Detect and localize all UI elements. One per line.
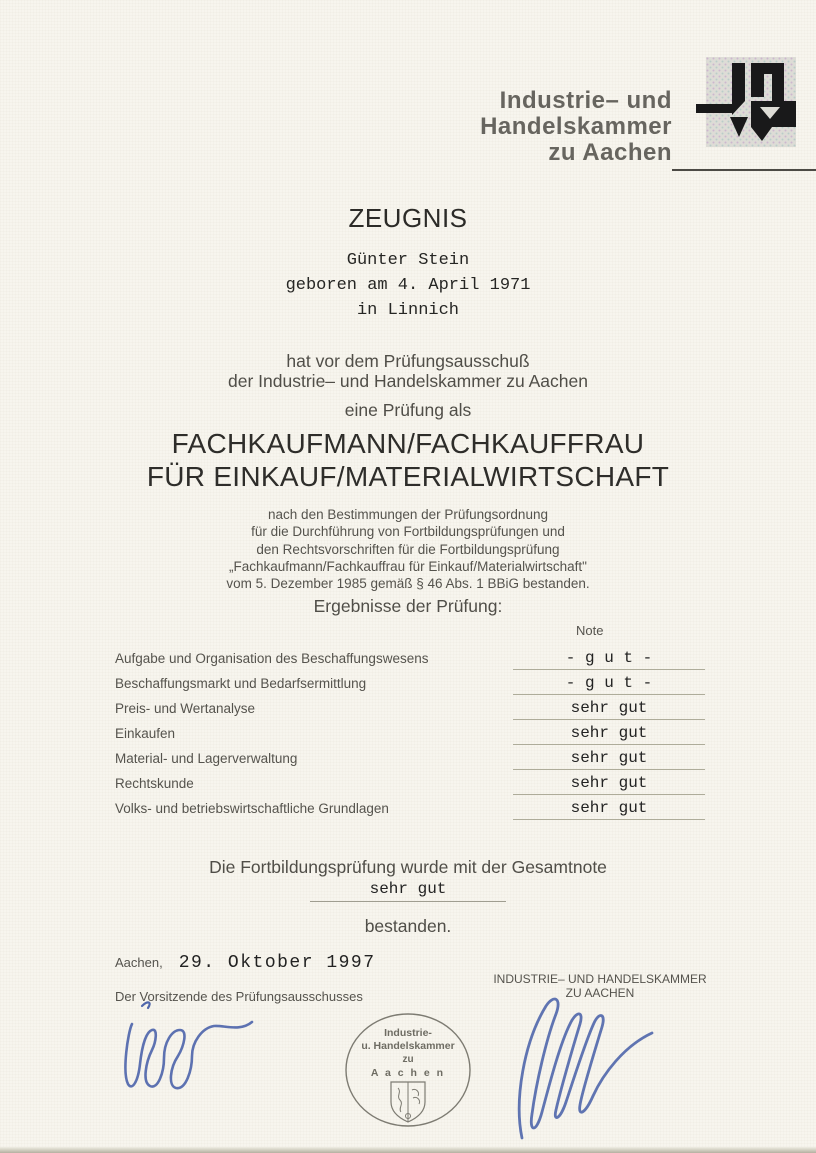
person-birthplace: in Linnich (356, 301, 460, 320)
subject-label: Einkaufen (115, 726, 176, 741)
seal-line1: Industrie- (384, 1027, 432, 1039)
table-row (115, 645, 705, 670)
table-row (115, 695, 705, 720)
legal-line5: vom 5. Dezember 1985 gemäß § 46 Abs. 1 BBiG bestanden. (226, 576, 590, 592)
grade-value: sehr gut (513, 699, 705, 720)
legal-paragraph (0, 506, 816, 592)
qualification-line2: FÜR EINKAUF/MATERIALWIRTSCHAFT (146, 461, 670, 492)
person-name: Günter Stein (346, 251, 470, 270)
summary-line1: Die Fortbildungsprüfung wurde mit der Gesamtnote (209, 857, 607, 877)
person-block (0, 248, 816, 323)
overall-grade-line (0, 880, 816, 902)
overall-grade-value: sehr gut (310, 880, 506, 902)
document-title: ZEUGNIS (348, 203, 468, 233)
subject-label: Volks- und betriebswirtschaftliche Grundlagen (115, 801, 389, 816)
header-rule (672, 169, 816, 171)
intro-line2: der Industrie– und Handelskammer zu Aachen (228, 371, 588, 391)
subject-label: Rechtskunde (115, 776, 194, 791)
results-table (115, 645, 705, 820)
table-row (115, 670, 705, 695)
seal-line3: zu (402, 1054, 414, 1065)
date-value: 29. Oktober 1997 (178, 953, 376, 973)
ihk-signature-icon (492, 988, 667, 1148)
subject-label: Beschaffungsmarkt und Bedarfsermittlung (115, 676, 367, 691)
ihk-logo-icon (688, 57, 796, 147)
grade-value: - g u t - (513, 649, 705, 670)
qualification-title (0, 427, 816, 493)
intro-line1: hat vor dem Prüfungsausschuß (286, 351, 530, 371)
grade-value: - g u t - (513, 674, 705, 695)
seal-line4: A a c h e n (370, 1067, 446, 1079)
legal-line2: für die Durchführung von Fortbildungsprüfungen und (251, 524, 565, 540)
chairman-label: Der Vorsitzende des Prüfungsausschusses (115, 989, 363, 1004)
table-row (115, 770, 705, 795)
header-org-line3: zu Aachen (548, 139, 672, 166)
header-org-line2: Handelskammer (480, 113, 672, 140)
legal-line3: den Rechtsvorschriften für die Fortbildungsprüfung (256, 541, 560, 557)
person-birthdate: geboren am 4. April 1971 (285, 276, 531, 295)
city-label: Aachen, (115, 955, 163, 970)
table-row (115, 745, 705, 770)
header-org-name (480, 88, 672, 166)
header-org-line1: Industrie– und (499, 87, 672, 114)
intro-line3: eine Prüfung als (344, 400, 472, 420)
subject-label: Aufgabe und Organisation des Beschaffungswesens (115, 651, 429, 666)
footer-org-line2: ZU AACHEN (565, 986, 635, 1000)
grade-value: sehr gut (513, 774, 705, 795)
subject-label: Material- und Lagerverwaltung (115, 751, 298, 766)
chairman-signature-icon (118, 998, 268, 1116)
intro-block (0, 351, 816, 420)
note-column-header: Note (576, 623, 604, 638)
seal-line2: u. Handelskammer (361, 1040, 455, 1052)
grade-value: sehr gut (513, 799, 705, 820)
nrw-coat-of-arms-icon (391, 1082, 425, 1122)
grade-value: sehr gut (513, 724, 705, 745)
legal-line1: nach den Bestimmungen der Prüfungsordnung (268, 507, 548, 522)
qualification-line1: FACHKAUFMANN/FACHKAUFFRAU (171, 428, 645, 459)
subject-label: Preis- und Wertanalyse (115, 701, 256, 716)
ihk-round-seal (338, 1010, 478, 1138)
results-heading: Ergebnisse der Prüfung: (313, 596, 503, 616)
place-and-date (115, 953, 376, 973)
summary-line2: bestanden. (364, 916, 452, 936)
table-row (115, 795, 705, 820)
legal-line4: „Fachkaufmann/Fachkauffrau für Einkauf/Materialwirtschaft" (229, 558, 587, 574)
scan-edge-shadow (0, 1147, 816, 1153)
grade-value: sehr gut (513, 749, 705, 770)
footer-org-line1: INDUSTRIE– UND HANDELSKAMMER (493, 972, 707, 986)
table-row (115, 720, 705, 745)
